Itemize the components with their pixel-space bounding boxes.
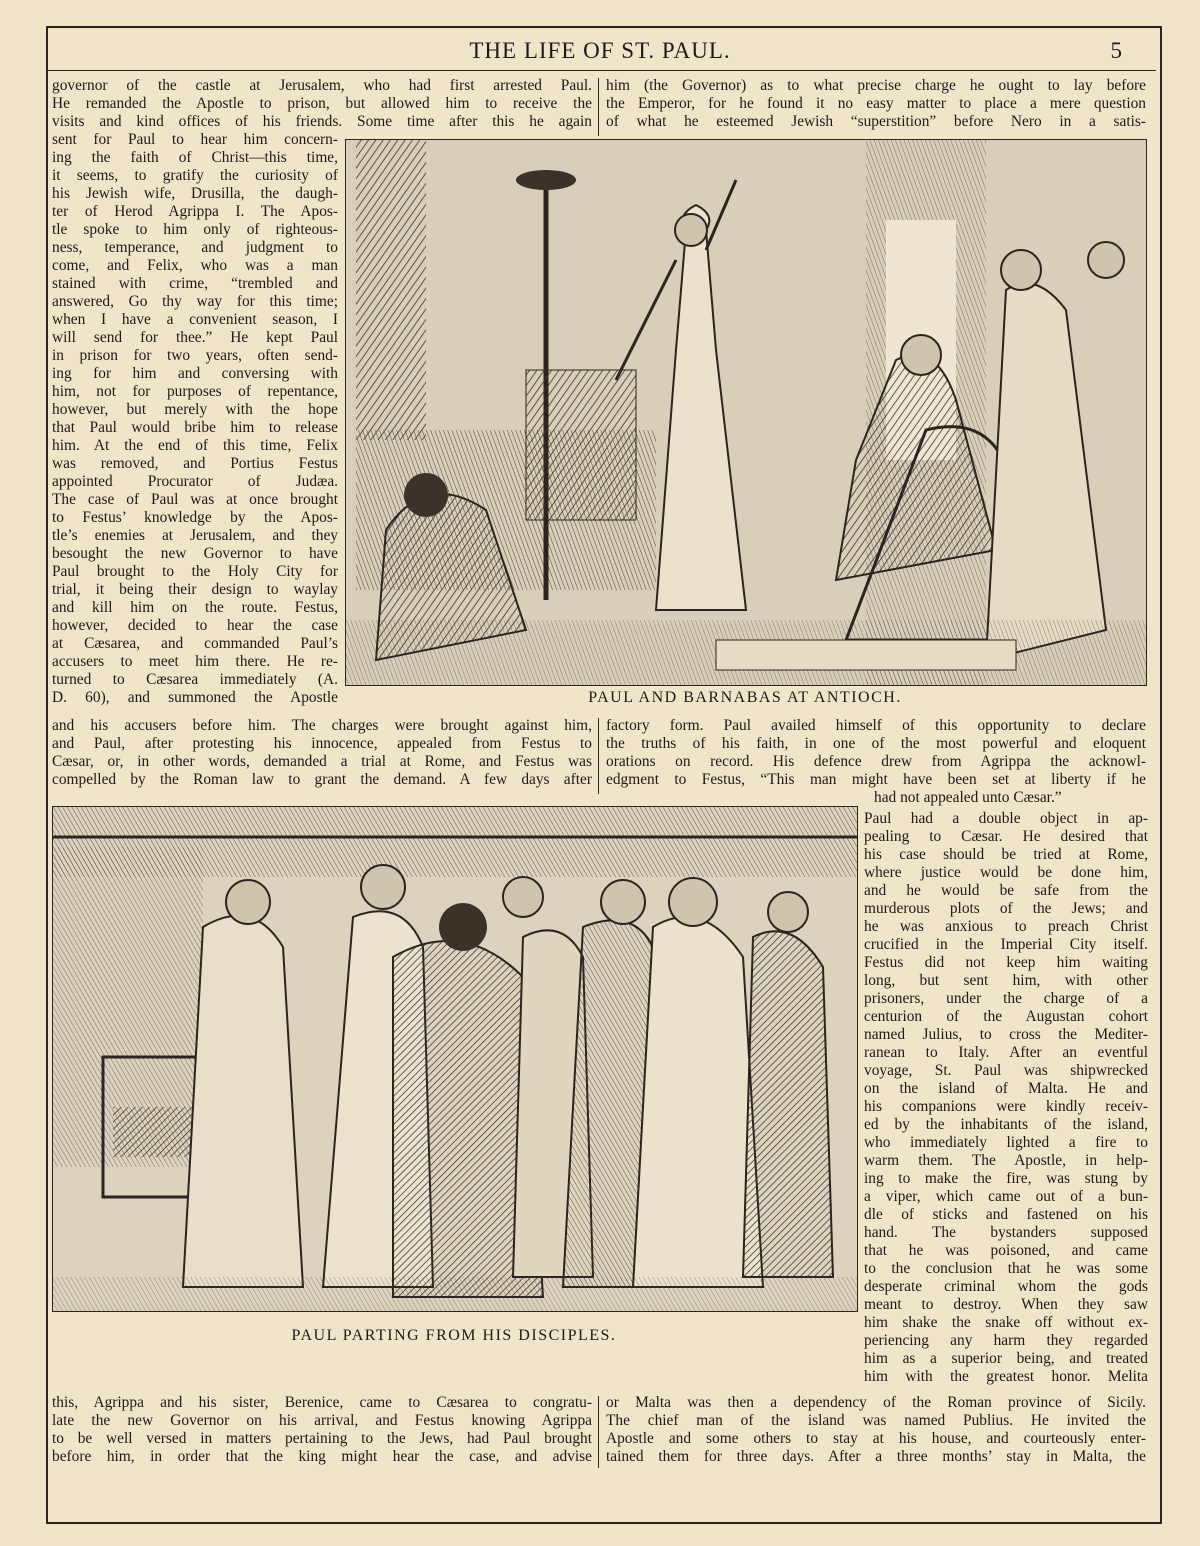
text-line: he was anxious to preach Christ	[864, 918, 1148, 935]
text-bottom-left	[52, 1394, 592, 1466]
text-line: ing the faith of Christ—this time,	[52, 149, 338, 166]
text-line: ness, temperance, and judgment to	[52, 239, 338, 256]
text-line: him as a superior being, and treated	[864, 1350, 1148, 1367]
text-line: at Cæsarea, and commanded Paul’s	[52, 635, 338, 652]
text-line: his Jewish wife, Drusilla, the daugh-	[52, 185, 338, 202]
text-line: however, but merely with the hope	[52, 401, 338, 418]
figure-paul-parting-disciples	[52, 806, 858, 1312]
text-line: turned to Cæsarea immediately (A.	[52, 671, 338, 688]
text-line: had not appealed unto Cæsar.”	[874, 789, 1062, 806]
text-line: hand. The bystanders supposed	[864, 1224, 1148, 1241]
text-line: him (the Governor) as to what precise charge he ought to lay before	[606, 77, 1146, 94]
text-mid-left	[52, 717, 592, 789]
text-line: and his accusers before him. The charges were brought against him,	[52, 717, 592, 734]
text-right-column	[864, 810, 1148, 1386]
text-top-left	[52, 77, 592, 131]
engraving-illustration-2	[53, 807, 857, 1311]
text-line: where justice would be done him,	[864, 864, 1148, 881]
text-line: The chief man of the island was named Publius. He invited the	[606, 1412, 1146, 1429]
text-line: orations on record. His defence drew from Agrippa the acknowl-	[606, 753, 1146, 770]
text-line: dle of sticks and fastened on his	[864, 1206, 1148, 1223]
text-line: on the island of Malta. He and	[864, 1080, 1148, 1097]
text-line: desperate criminal whom the gods	[864, 1278, 1148, 1295]
text-line: who immediately lighted a fire to	[864, 1134, 1148, 1151]
text-line: and kill him on the route. Festus,	[52, 599, 338, 616]
text-line: prisoners, under the charge of a	[864, 990, 1148, 1007]
text-line: that Paul would bribe him to release	[52, 419, 338, 436]
text-mid-right	[606, 717, 1146, 807]
figure-caption-2: PAUL PARTING FROM HIS DISCIPLES.	[291, 1327, 617, 1344]
text-line: stained with crime, “trembled and	[52, 275, 338, 292]
text-line: besought the new Governor to have	[52, 545, 338, 562]
text-line: centurion of the Augustan cohort	[864, 1008, 1148, 1025]
text-line: will send for thee.” He kept Paul	[52, 329, 338, 346]
text-line: to the conclusion that he was some	[864, 1260, 1148, 1277]
text-line: his case should be tried at Rome,	[864, 846, 1148, 863]
text-line: voyage, St. Paul was shipwrecked	[864, 1062, 1148, 1079]
text-line: meant to destroy. When they saw	[864, 1296, 1148, 1313]
text-line: was removed, and Portius Festus	[52, 455, 338, 472]
column-divider-bottom	[598, 1396, 599, 1468]
text-line: ed by the inhabitants of the island,	[864, 1116, 1148, 1133]
text-line: sent for Paul to hear him concern-	[52, 131, 338, 148]
text-line: of what he esteemed Jewish “superstition” before Nero in a satis-	[606, 113, 1146, 130]
text-line: The case of Paul was at once brought	[52, 491, 338, 508]
text-line: or Malta was then a dependency of the Roman province of Sicily.	[606, 1394, 1146, 1411]
text-line: ing to make the fire, was stung by	[864, 1170, 1148, 1187]
text-line: ter of Herod Agrippa I. The Apos-	[52, 203, 338, 220]
text-line: Cæsar, or, in other words, demanded a trial at Rome, and Festus was	[52, 753, 592, 770]
text-line: Paul had a double object in ap-	[864, 810, 1148, 827]
text-line: edgment to Festus, “This man might have been set at liberty if he	[606, 771, 1146, 788]
text-line: periencing any harm they regarded	[864, 1332, 1148, 1349]
text-line: him with the greatest honor. Melita	[864, 1368, 1148, 1385]
text-line: answered, Go thy way for this time;	[52, 293, 338, 310]
running-title: THE LIFE OF ST. PAUL.	[469, 38, 731, 63]
column-divider-top	[598, 78, 599, 136]
text-line: murderous plots of the Jews; and	[864, 900, 1148, 917]
running-header	[0, 34, 1200, 68]
text-line: before him, in order that the king might hear the case, and advise	[52, 1448, 592, 1465]
page-number: 5	[1110, 38, 1122, 63]
text-line: named Julius, to cross the Mediter-	[864, 1026, 1148, 1043]
text-line: when I have a convenient season, I	[52, 311, 338, 328]
text-line: and he would be safe from the	[864, 882, 1148, 899]
text-line: to be well versed in matters pertaining to the Jews, had Paul brought	[52, 1430, 592, 1447]
text-line: trial, it being their design to waylay	[52, 581, 338, 598]
text-line: him. At the end of this time, Felix	[52, 437, 338, 454]
text-top-right	[606, 77, 1146, 131]
engraving-illustration	[346, 140, 1146, 685]
text-line: ing for him and conversing with	[52, 365, 338, 382]
text-line: the truths of his faith, in one of the most powerful and eloquent	[606, 735, 1146, 752]
text-line: come, and Felix, who was a man	[52, 257, 338, 274]
text-line: compelled by the Roman law to grant the demand. A few days after	[52, 771, 592, 788]
text-line: appointed Procurator of Judæa.	[52, 473, 338, 490]
text-line: long, but sent him, with other	[864, 972, 1148, 989]
column-divider-mid	[598, 718, 599, 794]
text-line: Paul brought to the Holy City for	[52, 563, 338, 580]
text-line: a viper, which came out of a bun-	[864, 1188, 1148, 1205]
figure-caption-1: PAUL AND BARNABAS AT ANTIOCH.	[588, 689, 902, 706]
text-line: his companions were kindly receiv-	[864, 1098, 1148, 1115]
text-side-column	[52, 131, 338, 707]
text-line: Apostle and some others to stay at his house, and courteously enter-	[606, 1430, 1146, 1447]
text-line: warm them. The Apostle, in help-	[864, 1152, 1148, 1169]
text-line: late the new Governor on his arrival, and Festus knowing Agrippa	[52, 1412, 592, 1429]
text-line: D. 60), and summoned the Apostle	[52, 689, 338, 706]
text-line: to Festus’ knowledge by the Apos-	[52, 509, 338, 526]
text-line: accusers to meet him there. He re-	[52, 653, 338, 670]
text-line: ranean to Italy. After an eventful	[864, 1044, 1148, 1061]
text-bottom-right	[606, 1394, 1146, 1466]
text-line: it seems, to gratify the curiosity of	[52, 167, 338, 184]
text-line: governor of the castle at Jerusalem, who had first arrested Paul.	[52, 77, 592, 94]
text-line: this, Agrippa and his sister, Berenice, came to Cæsarea to congratu-	[52, 1394, 592, 1411]
text-line: Festus did not keep him waiting	[864, 954, 1148, 971]
text-line: visits and kind offices of his friends. Some time after this he again	[52, 113, 592, 130]
text-line: in prison for two years, often send-	[52, 347, 338, 364]
text-line: however, decided to hear the case	[52, 617, 338, 634]
text-line: and Paul, after protesting his innocence, appealed from Festus to	[52, 735, 592, 752]
text-line: tained them for three days. After a three months’ stay in Malta, the	[606, 1448, 1146, 1465]
text-line: the Emperor, for he found it no easy matter to place a mere question	[606, 95, 1146, 112]
text-line: crucified in the Imperial City itself.	[864, 936, 1148, 953]
text-line: him shake the snake off without ex-	[864, 1314, 1148, 1331]
text-line: He remanded the Apostle to prison, but allowed him to receive the	[52, 95, 592, 112]
text-line: tle’s enemies at Jerusalem, and they	[52, 527, 338, 544]
text-line: that he was poisoned, and came	[864, 1242, 1148, 1259]
header-rule	[48, 70, 1156, 71]
text-line: tle spoke to him only of righteous-	[52, 221, 338, 238]
text-line: him, not for purposes of repentance,	[52, 383, 338, 400]
text-line: factory form. Paul availed himself of this opportunity to declare	[606, 717, 1146, 734]
text-line: pealing to Cæsar. He desired that	[864, 828, 1148, 845]
figure-paul-barnabas-antioch	[345, 139, 1147, 686]
